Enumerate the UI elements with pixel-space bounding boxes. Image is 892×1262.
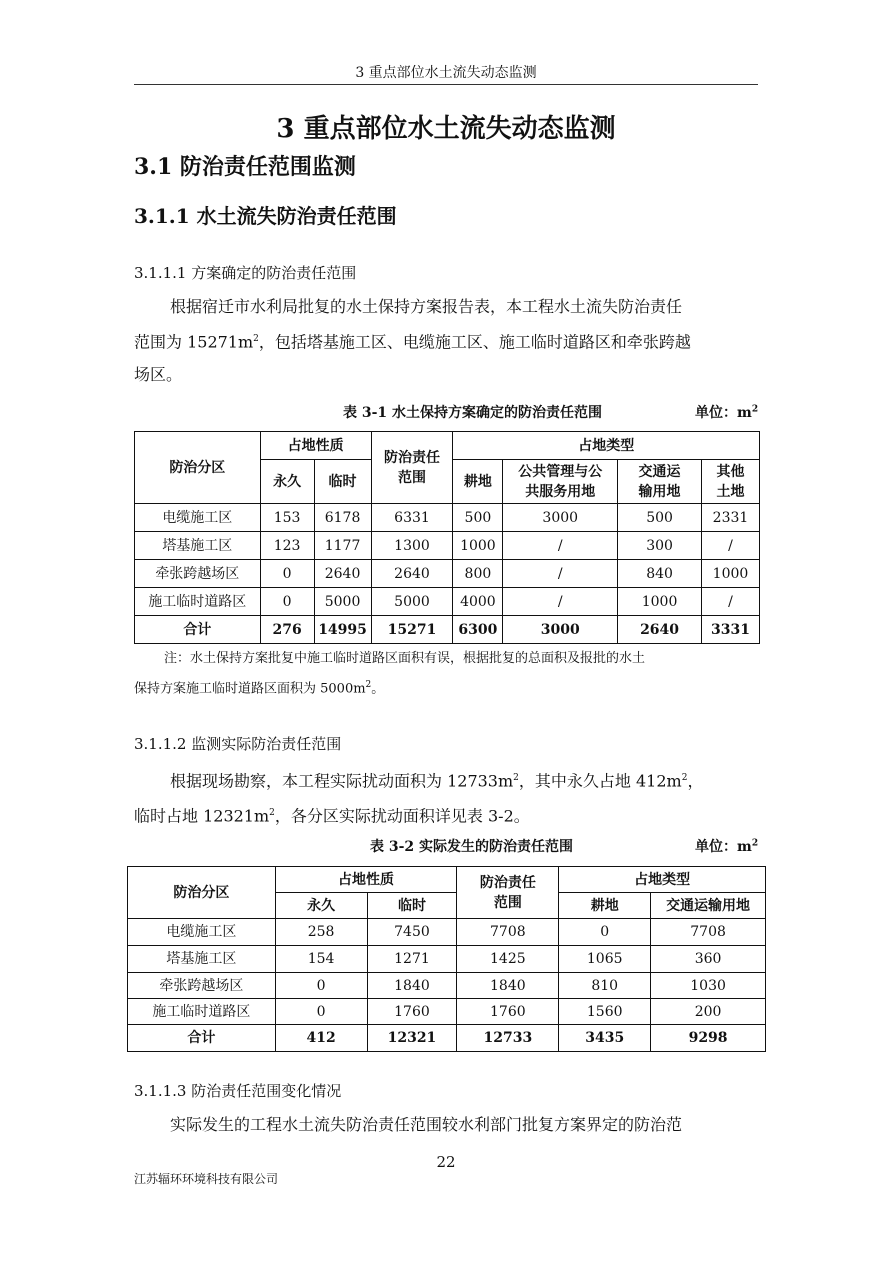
table-cell: 1560 xyxy=(559,999,651,1025)
table2-unit xyxy=(695,836,758,856)
table-cell: 154 xyxy=(275,946,367,973)
table-cell: 6300 xyxy=(453,616,503,644)
table2-caption: 表 3-2 实际发生的防治责任范围 xyxy=(370,839,574,855)
table-row xyxy=(128,946,766,973)
table-cell: 1000 xyxy=(618,588,702,616)
table-cell: 1000 xyxy=(701,560,759,588)
table-cell: 153 xyxy=(260,504,314,532)
header-cell: 永久 xyxy=(275,893,367,919)
table-cell: 施工临时道路区 xyxy=(135,588,261,616)
table-cell: 9298 xyxy=(651,1025,766,1052)
table-cell: / xyxy=(701,532,759,560)
text-run: 根据现场勘察，本工程实际扰动面积为 12733m xyxy=(170,771,514,791)
header-cell: 占地类型 xyxy=(559,867,766,893)
table-cell: 5000 xyxy=(314,588,371,616)
table-row xyxy=(128,999,766,1025)
paragraph-line xyxy=(134,762,758,797)
table-cell: 塔基施工区 xyxy=(128,946,276,973)
table-cell: 塔基施工区 xyxy=(135,532,261,560)
table-cell: / xyxy=(503,532,618,560)
header-cell: 防治责任范围 xyxy=(457,867,559,919)
paragraph-line: 实际发生的工程水土流失防治责任范围较水利部门批复方案界定的防治范 xyxy=(170,1115,683,1134)
table-cell: 1300 xyxy=(371,532,453,560)
table-cell: / xyxy=(503,560,618,588)
header-cell: 临时 xyxy=(314,460,371,504)
table-cell: 123 xyxy=(260,532,314,560)
note-line xyxy=(134,672,758,702)
text-run: 范围为 15271m xyxy=(134,332,254,352)
table-cell: / xyxy=(701,588,759,616)
table-cell: 500 xyxy=(453,504,503,532)
table-cell: 1065 xyxy=(559,946,651,973)
table-header-row xyxy=(135,432,760,460)
table1-caption: 表 3-1 水土保持方案确定的防治责任范围 xyxy=(343,405,603,421)
paragraph-line xyxy=(134,323,758,358)
running-header: 3 重点部位水土流失动态监测 xyxy=(355,65,537,81)
unit-label: 单位： xyxy=(695,405,737,421)
table-cell: 1840 xyxy=(367,973,457,999)
table-cell: 0 xyxy=(275,973,367,999)
unit-value: m xyxy=(737,839,752,855)
header-cell: 永久 xyxy=(260,460,314,504)
table-cell: 1000 xyxy=(453,532,503,560)
chapter-title: 3 重点部位水土流失动态监测 xyxy=(276,114,616,144)
table-cell: 1425 xyxy=(457,946,559,973)
table-cell: 258 xyxy=(275,919,367,946)
table-cell: 7450 xyxy=(367,919,457,946)
table-cell: 2640 xyxy=(314,560,371,588)
table-cell: / xyxy=(503,588,618,616)
table-row xyxy=(128,973,766,999)
header-cell: 占地性质 xyxy=(260,432,371,460)
text-run: 保持方案施工临时道路区面积为 5000m xyxy=(134,681,366,697)
table-cell: 2331 xyxy=(701,504,759,532)
table-row xyxy=(135,588,760,616)
table-cell: 合计 xyxy=(128,1025,276,1052)
heading-3-1-1-3: 3.1.1.3 防治责任范围变化情况 xyxy=(134,1082,342,1100)
header-rule xyxy=(134,84,758,85)
footer-company: 江苏辐环环境科技有限公司 xyxy=(134,1172,279,1186)
table-cell: 14995 xyxy=(314,616,371,644)
superscript: 2 xyxy=(253,334,259,344)
table-3-1 xyxy=(134,431,760,644)
superscript: 2 xyxy=(751,838,759,849)
table-cell: 800 xyxy=(453,560,503,588)
table-cell: 2640 xyxy=(618,616,702,644)
text-run: 。 xyxy=(371,681,385,697)
heading-3-1-1-2: 3.1.1.2 监测实际防治责任范围 xyxy=(134,735,342,753)
table-cell: 3000 xyxy=(503,616,618,644)
note-line: 注：水土保持方案批复中施工临时道路区面积有误，根据批复的总面积及报批的水土 xyxy=(164,651,646,666)
table-row xyxy=(135,532,760,560)
table-total-row xyxy=(135,616,760,644)
table-cell: 1177 xyxy=(314,532,371,560)
table-header-row xyxy=(128,867,766,893)
unit-label: 单位： xyxy=(695,839,737,855)
table-cell: 4000 xyxy=(453,588,503,616)
table1-unit xyxy=(695,402,758,422)
table-cell: 3435 xyxy=(559,1025,651,1052)
paragraph-scope-actual xyxy=(134,762,758,833)
table-cell: 0 xyxy=(559,919,651,946)
table-cell: 0 xyxy=(260,588,314,616)
table-row xyxy=(135,560,760,588)
header-cell: 防治责任范围 xyxy=(371,432,453,504)
page-number: 22 xyxy=(436,1153,456,1171)
header-cell: 防治分区 xyxy=(128,867,276,919)
heading-3-1-1-1: 3.1.1.1 方案确定的防治责任范围 xyxy=(134,264,357,282)
header-cell: 耕地 xyxy=(453,460,503,504)
unit-value: m xyxy=(737,405,752,421)
header-cell: 占地类型 xyxy=(453,432,760,460)
table-cell: 施工临时道路区 xyxy=(128,999,276,1025)
table-cell: 0 xyxy=(275,999,367,1025)
header-cell: 其他土地 xyxy=(701,460,759,504)
table-cell: 2640 xyxy=(371,560,453,588)
header-cell: 公共管理与公共服务用地 xyxy=(503,460,618,504)
table-cell: 300 xyxy=(618,532,702,560)
table-cell: 6331 xyxy=(371,504,453,532)
paragraph-line xyxy=(134,797,758,832)
table-cell: 3331 xyxy=(701,616,759,644)
table-cell: 12733 xyxy=(457,1025,559,1052)
paragraph-line: 场区。 xyxy=(134,365,183,385)
text-run: ，其中永久占地 412m xyxy=(518,771,682,791)
paragraph-scope-change xyxy=(134,1108,758,1141)
text-run: ，各分区实际扰动面积详见表 3-2。 xyxy=(274,806,530,826)
header-cell: 交通运输用地 xyxy=(651,893,766,919)
text-run: 临时占地 12321m xyxy=(134,806,270,826)
text-run: ， xyxy=(687,771,704,791)
table1-note xyxy=(134,646,758,702)
table-cell: 6178 xyxy=(314,504,371,532)
table-cell: 5000 xyxy=(371,588,453,616)
table-cell: 1840 xyxy=(457,973,559,999)
table-cell: 840 xyxy=(618,560,702,588)
paragraph-line: 根据宿迁市水利局批复的水土保持方案报告表，本工程水土流失防治责任 xyxy=(170,297,683,316)
header-cell: 防治分区 xyxy=(135,432,261,504)
table-cell: 合计 xyxy=(135,616,261,644)
table-cell: 牵张跨越场区 xyxy=(128,973,276,999)
table-cell: 电缆施工区 xyxy=(135,504,261,532)
header-cell: 占地性质 xyxy=(275,867,457,893)
table-cell: 360 xyxy=(651,946,766,973)
table-cell: 1271 xyxy=(367,946,457,973)
table-cell: 810 xyxy=(559,973,651,999)
table-row xyxy=(135,504,760,532)
header-cell: 耕地 xyxy=(559,893,651,919)
table-cell: 7708 xyxy=(457,919,559,946)
table-cell: 500 xyxy=(618,504,702,532)
header-cell: 交通运输用地 xyxy=(618,460,702,504)
table-total-row xyxy=(128,1025,766,1052)
table-cell: 0 xyxy=(260,560,314,588)
superscript: 2 xyxy=(513,773,519,783)
table-cell: 1760 xyxy=(367,999,457,1025)
subsection-title: 3.1.1 水土流失防治责任范围 xyxy=(134,204,397,228)
header-cell: 临时 xyxy=(367,893,457,919)
table-3-2 xyxy=(127,866,766,1052)
paragraph-scope-approved xyxy=(134,290,758,391)
superscript: 2 xyxy=(681,773,688,783)
table-row xyxy=(128,919,766,946)
table-cell: 412 xyxy=(275,1025,367,1052)
superscript: 2 xyxy=(365,680,372,690)
superscript: 2 xyxy=(751,404,759,415)
text-run: ，包括塔基施工区、电缆施工区、施工临时道路区和牵张跨越 xyxy=(258,332,691,352)
table-cell: 3000 xyxy=(503,504,618,532)
table-cell: 牵张跨越场区 xyxy=(135,560,261,588)
table-cell: 200 xyxy=(651,999,766,1025)
superscript: 2 xyxy=(269,808,275,819)
table-cell: 12321 xyxy=(367,1025,457,1052)
table-cell: 1030 xyxy=(651,973,766,999)
table-cell: 7708 xyxy=(651,919,766,946)
table-cell: 276 xyxy=(260,616,314,644)
section-title: 3.1 防治责任范围监测 xyxy=(134,154,356,180)
table-cell: 电缆施工区 xyxy=(128,919,276,946)
table-cell: 15271 xyxy=(371,616,453,644)
table-cell: 1760 xyxy=(457,999,559,1025)
